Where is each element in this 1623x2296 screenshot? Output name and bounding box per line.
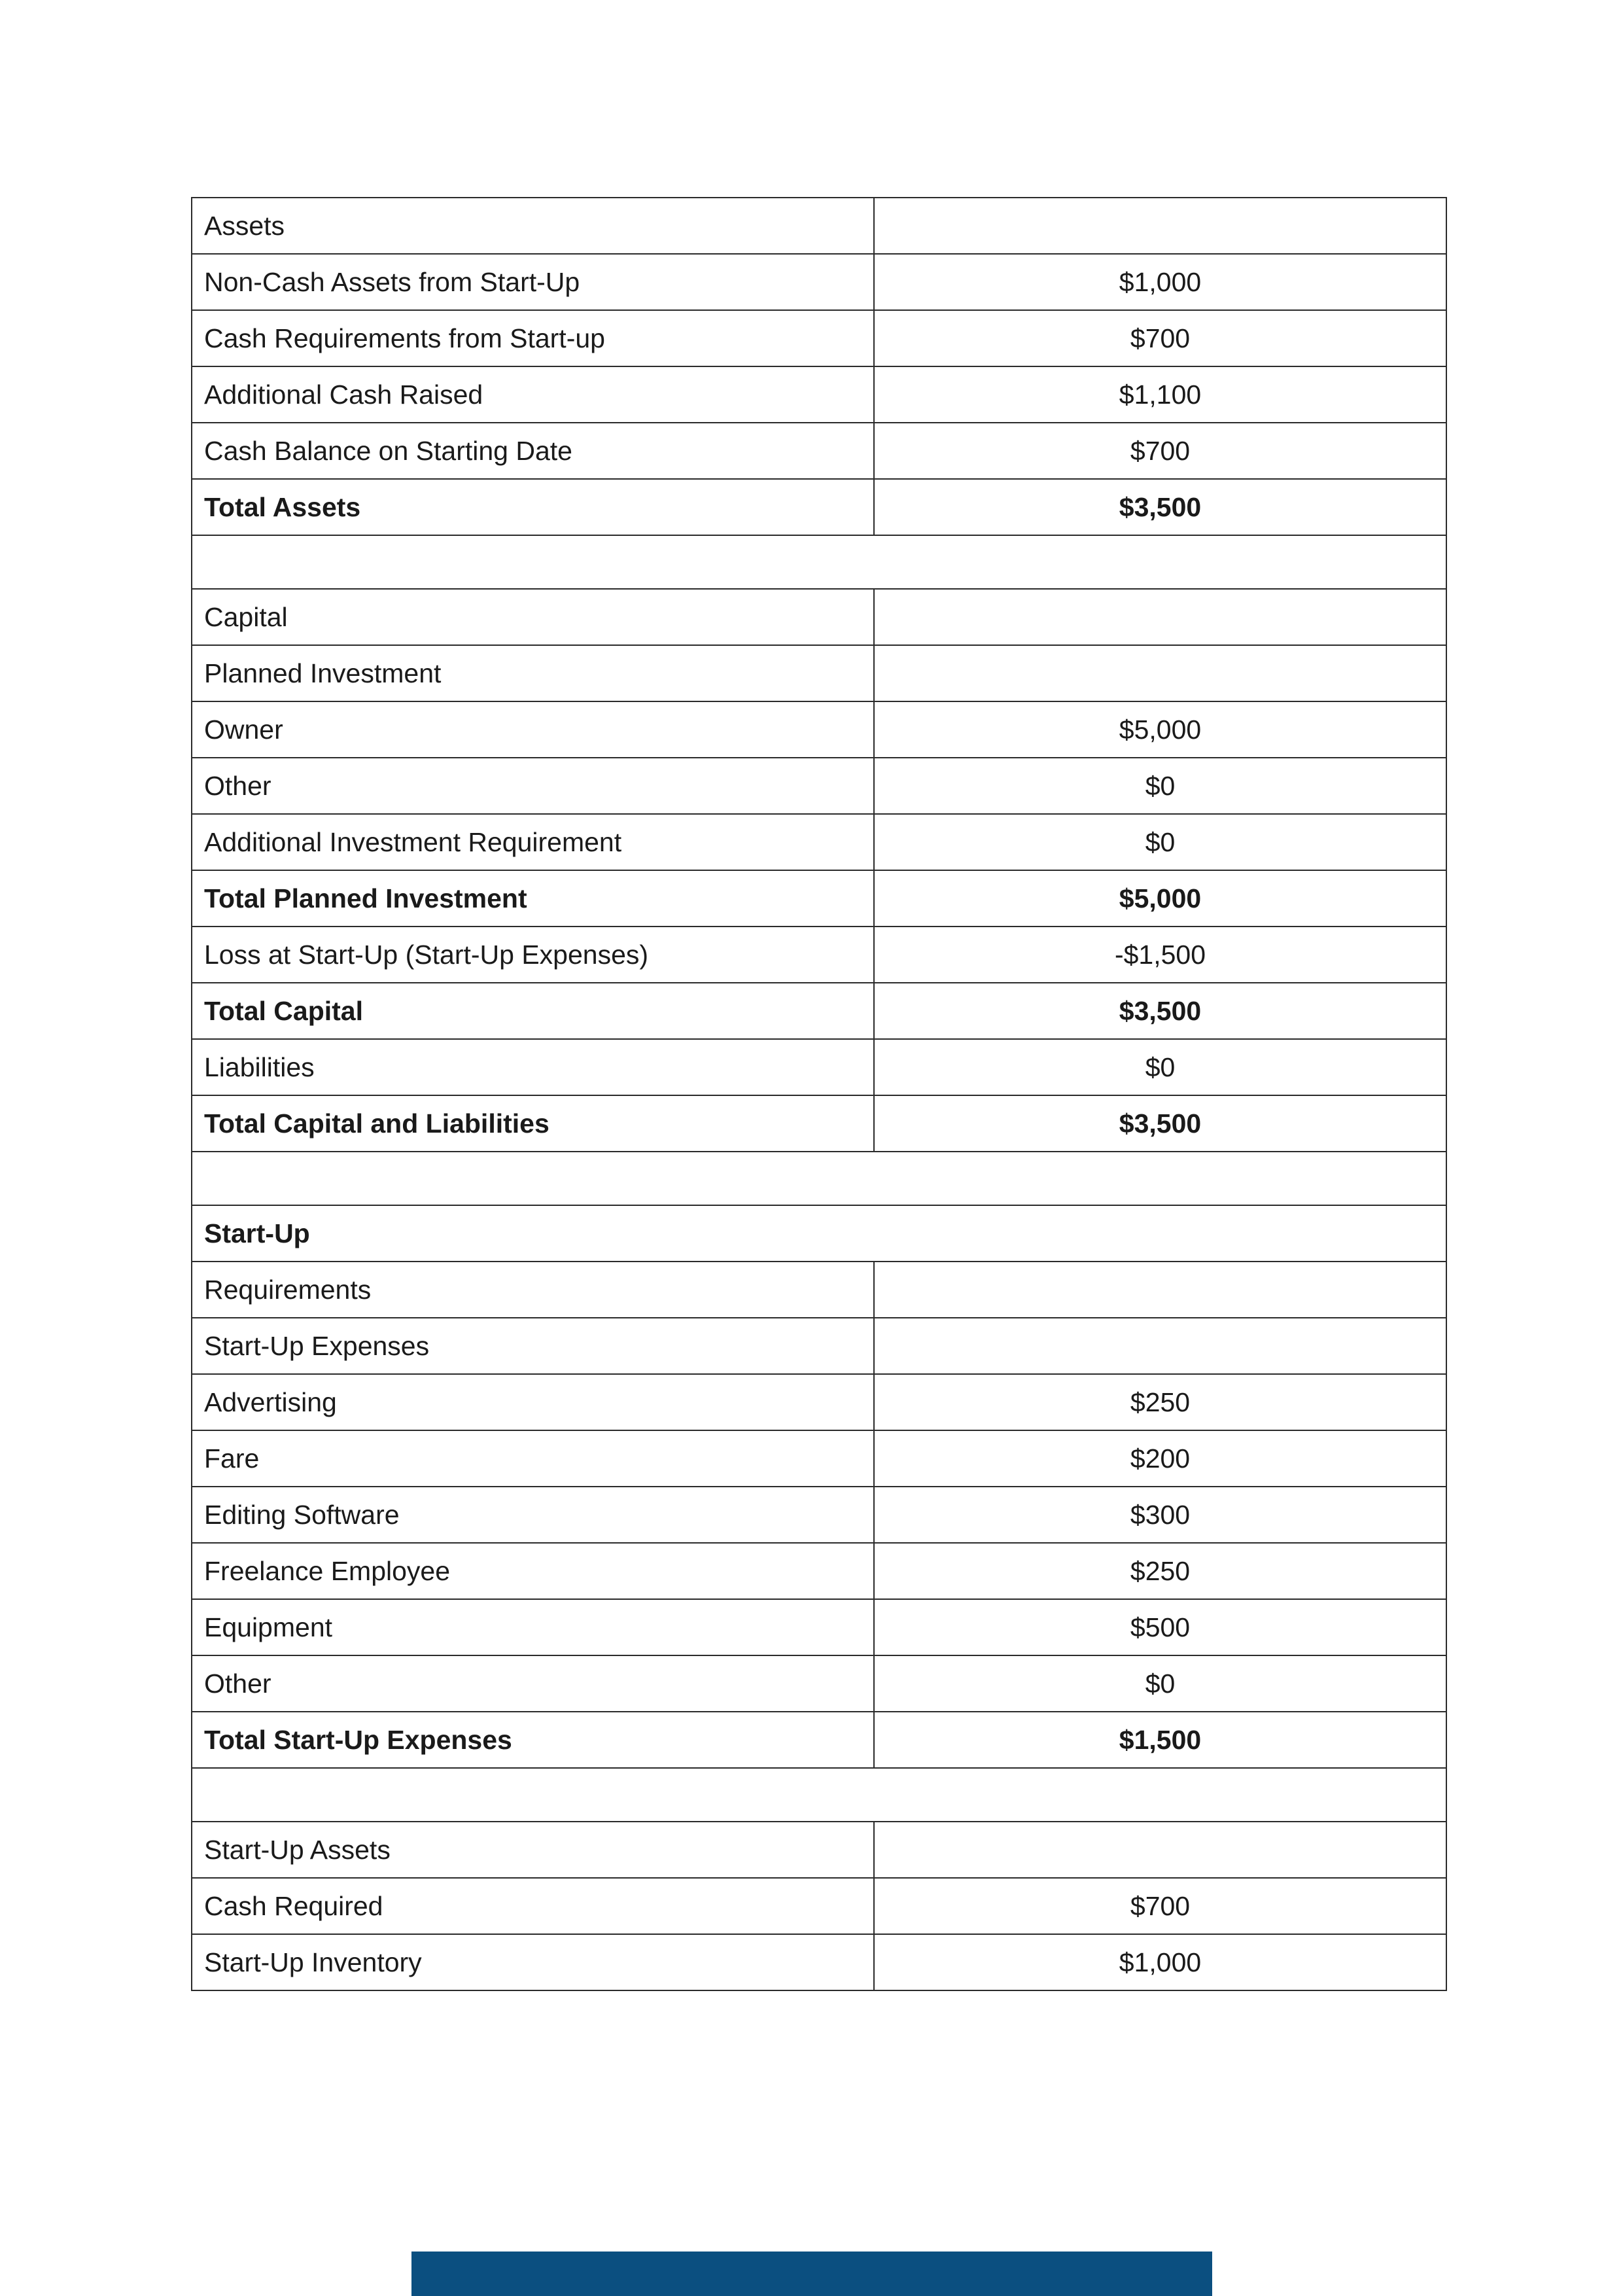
table-row [192, 1430, 1446, 1487]
row-value: $1,000 [874, 254, 1446, 310]
row-value: $0 [874, 1655, 1446, 1712]
row-value: $700 [874, 310, 1446, 366]
table-row [192, 1262, 1446, 1318]
row-label: Total Capital [192, 983, 874, 1039]
table-row [192, 1878, 1446, 1934]
table-row [192, 1039, 1446, 1095]
row-value: $3,500 [874, 1095, 1446, 1152]
row-value: -$1,500 [874, 927, 1446, 983]
row-label: Additional Cash Raised [192, 366, 874, 423]
spacer-row [192, 1768, 1446, 1822]
row-value [874, 1318, 1446, 1374]
row-label: Cash Required [192, 1878, 874, 1934]
table-row [192, 927, 1446, 983]
table-row [192, 1374, 1446, 1430]
row-value [874, 1262, 1446, 1318]
row-label: Loss at Start-Up (Start-Up Expenses) [192, 927, 874, 983]
table-row [192, 758, 1446, 814]
table-row [192, 701, 1446, 758]
total-row [192, 1712, 1446, 1768]
table-row [192, 1655, 1446, 1712]
table-row [192, 423, 1446, 479]
row-value: $300 [874, 1487, 1446, 1543]
row-label: Total Planned Investment [192, 870, 874, 927]
footer-bar [411, 2252, 1212, 2296]
row-label: Other [192, 1655, 874, 1712]
table-row [192, 1822, 1446, 1878]
row-label: Cash Balance on Starting Date [192, 423, 874, 479]
row-label: Total Start-Up Expenses [192, 1712, 874, 1768]
table-row [192, 366, 1446, 423]
row-label: Total Assets [192, 479, 874, 535]
row-value: $200 [874, 1430, 1446, 1487]
total-row [192, 983, 1446, 1039]
row-value: $0 [874, 758, 1446, 814]
table-row [192, 1543, 1446, 1599]
table-row [192, 814, 1446, 870]
row-label: Total Capital and Liabilities [192, 1095, 874, 1152]
total-row [192, 870, 1446, 927]
row-label: Freelance Employee [192, 1543, 874, 1599]
total-row [192, 479, 1446, 535]
spacer-cell [192, 1768, 1446, 1822]
row-value: $1,500 [874, 1712, 1446, 1768]
row-value [874, 645, 1446, 701]
row-value: $0 [874, 814, 1446, 870]
row-label: Advertising [192, 1374, 874, 1430]
row-value: $700 [874, 423, 1446, 479]
row-value: $5,000 [874, 701, 1446, 758]
row-label: Requirements [192, 1262, 874, 1318]
row-label: Editing Software [192, 1487, 874, 1543]
row-label: Owner [192, 701, 874, 758]
spacer-cell [192, 535, 1446, 589]
total-row [192, 1095, 1446, 1152]
section-heading: Start-Up [192, 1205, 1446, 1262]
row-label: Assets [192, 198, 874, 254]
row-value: $500 [874, 1599, 1446, 1655]
row-label: Fare [192, 1430, 874, 1487]
row-value: $700 [874, 1878, 1446, 1934]
table-row [192, 310, 1446, 366]
row-label: Start-Up Inventory [192, 1934, 874, 1990]
row-value [874, 198, 1446, 254]
row-value: $1,000 [874, 1934, 1446, 1990]
table-row [192, 1934, 1446, 1990]
row-value [874, 589, 1446, 645]
row-label: Equipment [192, 1599, 874, 1655]
row-label: Non-Cash Assets from Start-Up [192, 254, 874, 310]
row-label: Start-Up Expenses [192, 1318, 874, 1374]
row-value: $250 [874, 1374, 1446, 1430]
row-value [874, 1822, 1446, 1878]
row-value: $250 [874, 1543, 1446, 1599]
spacer-row [192, 1152, 1446, 1205]
table-row [192, 1318, 1446, 1374]
section-heading-row [192, 1205, 1446, 1262]
row-label: Other [192, 758, 874, 814]
table-row [192, 1599, 1446, 1655]
row-label: Capital [192, 589, 874, 645]
row-label: Liabilities [192, 1039, 874, 1095]
table-row [192, 589, 1446, 645]
table-row [192, 645, 1446, 701]
row-value: $5,000 [874, 870, 1446, 927]
row-value: $3,500 [874, 983, 1446, 1039]
row-label: Planned Investment [192, 645, 874, 701]
row-value: $1,100 [874, 366, 1446, 423]
table-row [192, 1487, 1446, 1543]
row-label: Start-Up Assets [192, 1822, 874, 1878]
table-row [192, 198, 1446, 254]
spacer-cell [192, 1152, 1446, 1205]
row-label: Additional Investment Requirement [192, 814, 874, 870]
spacer-row [192, 535, 1446, 589]
start-up-summary-table [191, 197, 1447, 1991]
row-label: Cash Requirements from Start-up [192, 310, 874, 366]
table-row [192, 254, 1446, 310]
table-body [192, 198, 1446, 1990]
row-value: $3,500 [874, 479, 1446, 535]
row-value: $0 [874, 1039, 1446, 1095]
